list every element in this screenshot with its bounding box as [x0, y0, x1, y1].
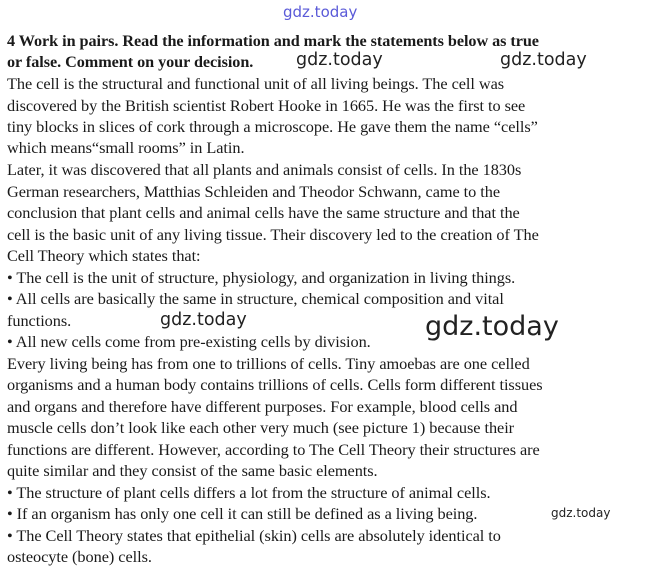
paragraph-1-line-4: which means“small rooms” in Latin.	[7, 138, 245, 157]
paragraph-3-line-2: organisms and a human body contains trillions of cells. Cells form different tissues	[7, 375, 543, 394]
paragraph-1-line-2: discovered by the British scientist Robert Hooke in 1665. He was the first to see	[7, 96, 526, 115]
paragraph-3-line-1: Every living being has from one to trillions of cells. Tiny amoebas are one celled	[7, 354, 530, 373]
statement-3: • The Cell Theory states that epithelial (skin) cells are absolutely identical to	[7, 526, 501, 545]
paragraph-1-line-3: tiny blocks in slices of cork through a microscope. He gave them the name “cells”	[7, 117, 538, 136]
theory-point-2: • All cells are basically the same in structure, chemical composition and vital	[7, 289, 504, 308]
task-heading-line-1: 4 Work in pairs. Read the information and mark the statements below as true	[7, 32, 539, 50]
watermark-inline-3: gdz.today	[160, 310, 247, 330]
watermark-inline-2: gdz.today	[500, 50, 587, 70]
paragraph-2-line-5: Cell Theory which states that:	[7, 246, 201, 265]
watermark-large: gdz.today	[425, 311, 559, 342]
watermark-inline-1: gdz.today	[296, 50, 383, 70]
paragraph-3-line-4: muscle cells don’t look like each other very much (see picture 1) because their	[7, 418, 515, 437]
theory-point-1: • The cell is the unit of structure, physiology, and organization in living things.	[7, 268, 516, 287]
watermark-small: gdz.today	[551, 506, 611, 520]
paragraph-3-line-5: functions are different. However, according to The Cell Theory their structures are	[7, 440, 540, 459]
task-heading-line-2: or false. Comment on your decision.	[7, 53, 254, 71]
theory-point-3: • All new cells come from pre-existing cells by division.	[7, 332, 371, 351]
paragraph-2-line-4: cell is the basic unit of any living tissue. Their discovery led to the creation of The	[7, 225, 539, 244]
statement-1: • The structure of plant cells differs a lot from the structure of animal cells.	[7, 483, 491, 502]
paragraph-3-line-3: and organs and therefore have different purposes. For example, blood cells and	[7, 397, 518, 416]
statement-2: • If an organism has only one cell it can still be defined as a living being.	[7, 504, 478, 523]
watermark-top: gdz.today	[283, 3, 358, 21]
statement-3-cont: osteocyte (bone) cells.	[7, 547, 152, 566]
paragraph-3-line-6: quite similar and they consist of the same basic elements.	[7, 461, 378, 480]
theory-point-2-cont: functions.	[7, 311, 72, 330]
paragraph-2-line-3: conclusion that plant cells and animal cells have the same structure and that the	[7, 203, 520, 222]
paragraph-2-line-2: German researchers, Matthias Schleiden and Theodor Schwann, came to the	[7, 182, 501, 201]
paragraph-2-line-1: Later, it was discovered that all plants and animals consist of cells. In the 1830s	[7, 160, 522, 179]
paragraph-1-line-1: The cell is the structural and functional unit of all living beings. The cell was	[7, 74, 505, 93]
